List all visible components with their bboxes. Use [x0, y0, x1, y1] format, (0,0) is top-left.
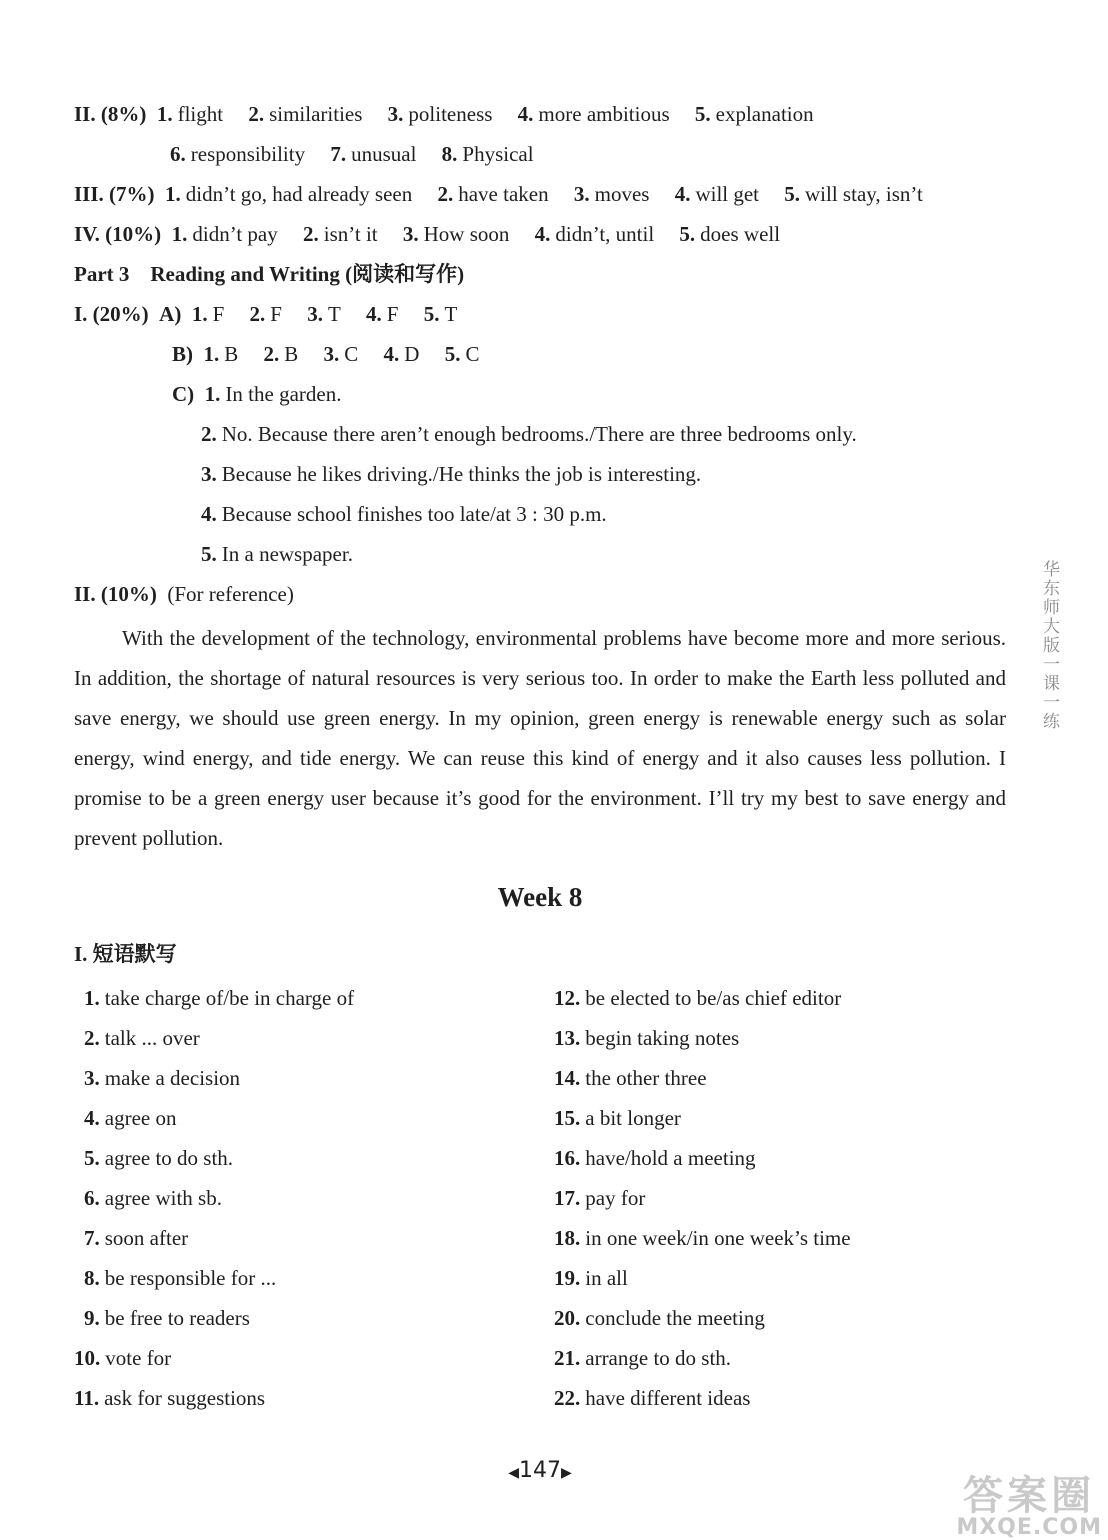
reference-note: (For reference): [167, 582, 294, 606]
answer-text: moves: [594, 182, 650, 206]
phrase-column-right: [554, 984, 851, 1424]
answer-text: didn’t go, had already seen: [185, 182, 413, 206]
answer-text: Physical: [462, 142, 534, 166]
list-item: 19. in all: [554, 1266, 628, 1290]
reading-c-line-1: C) 1. In the garden.: [172, 382, 342, 406]
subsection-label: A): [159, 302, 182, 326]
section-head: II. (8%): [74, 102, 147, 126]
answer-text: How soon: [423, 222, 510, 246]
subsection-label: C): [172, 382, 195, 406]
section-head: II. (10%): [74, 582, 157, 606]
list-item: 15. a bit longer: [554, 1106, 681, 1130]
answer-text: In the garden.: [225, 382, 342, 406]
answer-text: isn’t it: [323, 222, 378, 246]
right-triangle-icon: ▶: [561, 1465, 572, 1481]
part-3-title: Part 3 Reading and Writing (阅读和写作): [74, 262, 465, 286]
section-2-line-1: II. (8%) 1. flight 2. similarities 3. politeness 4. more ambitious 5. explanation: [74, 102, 814, 126]
answer-text: unusual: [351, 142, 417, 166]
phrase-section-title: I. 短语默写: [74, 942, 177, 966]
section-head: III. (7%): [74, 182, 155, 206]
list-item: 18. in one week/in one week’s time: [554, 1226, 851, 1250]
page-number: [0, 1458, 1080, 1483]
section-head: IV. (10%): [74, 222, 162, 246]
list-item: 11. ask for suggestions: [74, 1386, 266, 1410]
list-item: 3. make a decision: [84, 1066, 241, 1090]
answer-text: will stay, isn’t: [805, 182, 923, 206]
week-title: Week 8: [497, 882, 583, 912]
side-book-title: 华东师大版一课一练: [1039, 560, 1059, 731]
list-item: 6. agree with sb.: [84, 1186, 222, 1210]
answer-text: more ambitious: [538, 102, 670, 126]
answer-text: politeness: [408, 102, 493, 126]
list-item: 2. talk ... over: [84, 1026, 200, 1050]
left-triangle-icon: ◀: [508, 1465, 519, 1481]
reading-b-line: B) 1. B 2. B 3. C 4. D 5. C: [172, 342, 480, 366]
essay-paragraph: With the development of the technology, environmental problems have become more and more serious. In addition, the shortage of natural resources is very serious too. In order to make the Earth less polluted and save energy, we should use green energy. In my opinion, green energy is renewable energy such as solar energy, wind energy, and tide energy. We can reuse this kind of energy and it also causes less pollution. I promise to be a green energy user because it’s good for the environment. I’ll try my best to save energy and prevent pollution.: [74, 626, 1006, 850]
subsection-label: B): [172, 342, 193, 366]
reading-a-line: I. (20%) A) 1. F 2. F 3. T 4. F 5. T: [74, 302, 458, 326]
list-item: 7. soon after: [84, 1226, 189, 1250]
answer-text: responsibility: [190, 142, 306, 166]
answer-text: will get: [695, 182, 760, 206]
list-item: 12. be elected to be/as chief editor: [554, 986, 842, 1010]
list-item: 9. be free to readers: [84, 1306, 250, 1330]
answer-text: have taken: [458, 182, 549, 206]
phrase-column-left: [74, 984, 355, 1424]
answer-text: Because school finishes too late/at 3 : 30 p.m.: [221, 502, 607, 526]
list-item: 14. the other three: [554, 1066, 707, 1090]
list-item: 4. agree on: [84, 1106, 177, 1130]
section-2-line-2: 6. responsibility 7. unusual 8. Physical: [170, 142, 534, 166]
list-item: 13. begin taking notes: [554, 1026, 740, 1050]
writing-head-line: [74, 581, 294, 607]
answer-text: In a newspaper.: [221, 542, 353, 566]
reading-c-line-4: 4. Because school finishes too late/at 3 : 30 p.m.: [201, 502, 607, 526]
answer-text: didn’t, until: [555, 222, 655, 246]
list-item: 1. take charge of/be in charge of: [84, 986, 355, 1010]
watermark-text: 答案圈: [963, 1473, 1096, 1519]
answer-text: does well: [700, 222, 781, 246]
list-item: 10. vote for: [74, 1346, 172, 1370]
list-item: 17. pay for: [554, 1186, 646, 1210]
reading-c-line-2: 2. No. Because there aren’t enough bedrooms./There are three bedrooms only.: [201, 422, 857, 446]
answer-text: No. Because there aren’t enough bedrooms./There are three bedrooms only.: [221, 422, 857, 446]
list-item: 21. arrange to do sth.: [554, 1346, 732, 1370]
answer-text: similarities: [269, 102, 363, 126]
section-head: I. (20%): [74, 302, 149, 326]
list-item: 22. have different ideas: [554, 1386, 751, 1410]
answer-text: explanation: [715, 102, 814, 126]
answer-text: Because he likes driving./He thinks the job is interesting.: [221, 462, 702, 486]
list-item: 8. be responsible for ...: [84, 1266, 277, 1290]
answer-text: didn’t pay: [192, 222, 278, 246]
page-number-value: 147: [519, 1458, 561, 1483]
section-4-line: IV. (10%) 1. didn’t pay 2. isn’t it 3. How soon 4. didn’t, until 5. does well: [74, 222, 781, 246]
answer-text: flight: [177, 102, 224, 126]
list-item: 5. agree to do sth.: [84, 1146, 234, 1170]
watermark-logo: [956, 1464, 1102, 1540]
list-item: 20. conclude the meeting: [554, 1306, 765, 1330]
reading-c-line-5: 5. In a newspaper.: [201, 542, 353, 566]
reading-c-line-3: 3. Because he likes driving./He thinks the job is interesting.: [201, 462, 702, 486]
watermark-url: MXQE.COM: [956, 1515, 1102, 1540]
list-item: 16. have/hold a meeting: [554, 1146, 756, 1170]
section-3-line: III. (7%) 1. didn’t go, had already seen 2. have taken 3. moves 4. will get 5. will stay, isn’t: [74, 182, 923, 206]
